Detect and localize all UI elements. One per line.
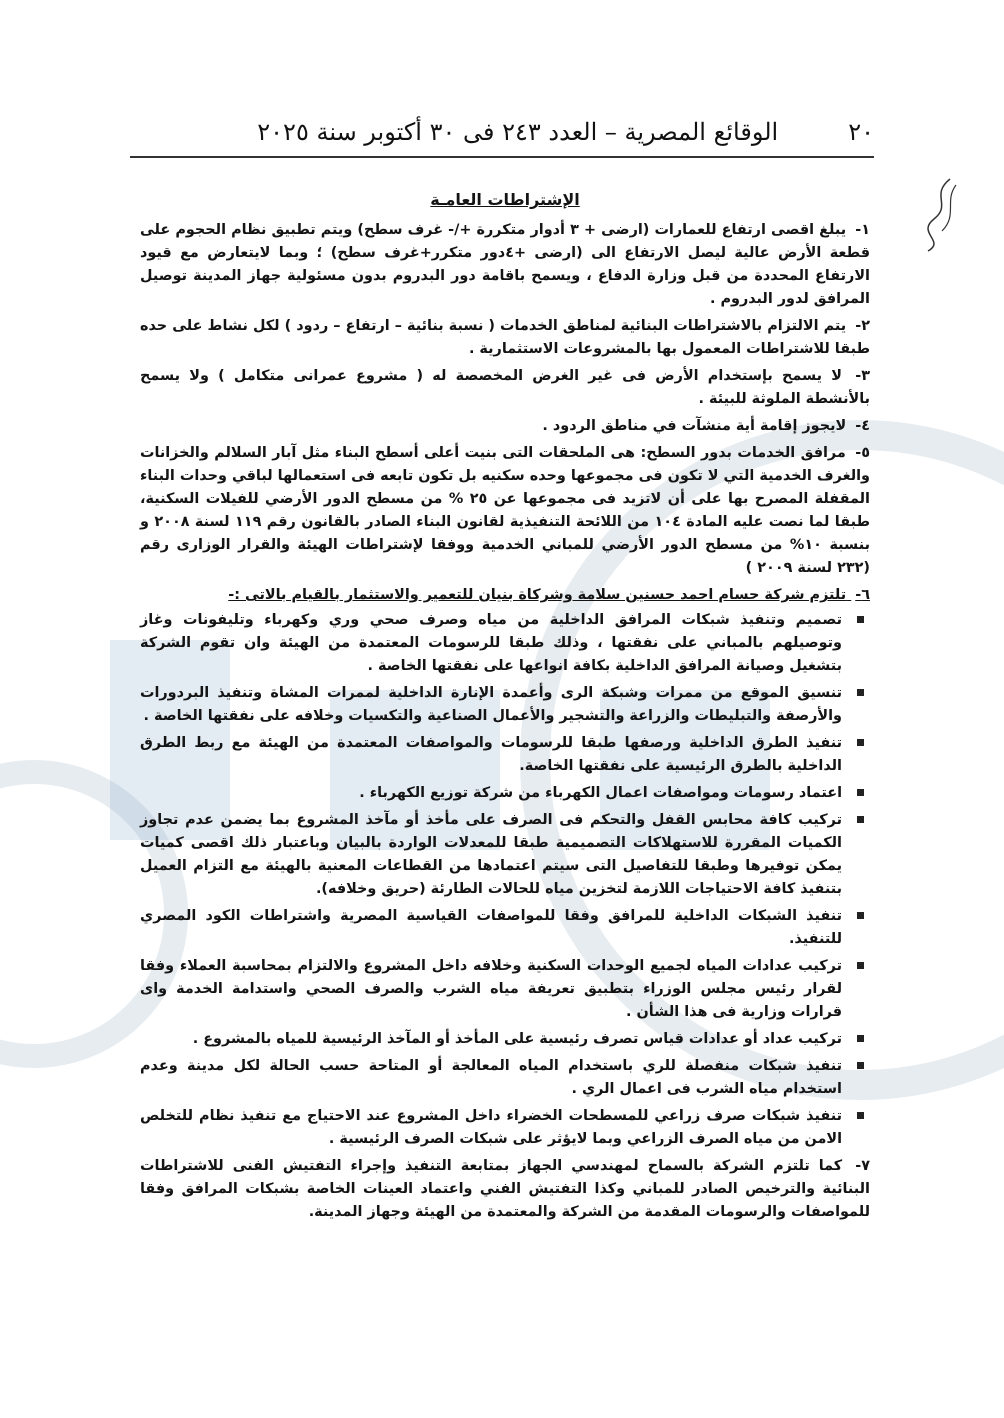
list-item-text: تنسيق الموقع من ممرات وشبكة الرى وأعمدة الإنارة الداخلية لممرات المشاة وتنفيذ البردورات والأرصفة والتبليطات والزراعة والتشجير والأعمال الصناعية والتكسيات وخلافه على نفقتها الخاصة .	[140, 685, 842, 724]
clause-number: ٢-	[855, 318, 870, 334]
square-bullet-icon	[857, 1062, 864, 1069]
document-body	[140, 188, 870, 1228]
list-item	[140, 1105, 864, 1151]
clause-5	[140, 442, 870, 580]
signature-mark	[920, 175, 960, 255]
list-item-text: تركيب عداد أو عدادات قياس تصرف رئيسية على المأخذ أو المآخذ الرئيسية للمياه بالمشروع .	[192, 1031, 842, 1047]
list-item	[140, 1028, 864, 1051]
clause-6-heading	[140, 584, 870, 607]
list-item-text: تنفيذ شبكات منفصلة للري باستخدام المياه المعالجة أو المتاحة حسب الحالة لكل مدينة وعدم استخدام مياه الشرب فى اعمال الري .	[140, 1058, 842, 1097]
clause-2	[140, 315, 870, 361]
list-item-text: تنفيذ الشبكات الداخلية للمرافق وفقا للمواصفات القياسية المصرية واشتراطات الكود المصري للتنفيذ.	[140, 908, 842, 947]
square-bullet-icon	[857, 1112, 864, 1119]
clause-text: لايجوز إقامة أية منشآت في مناطق الردود .	[542, 418, 847, 434]
clause-number: ٤-	[855, 418, 870, 434]
clause-heading-text: تلتزم شركة حسام احمد حسنين سلامة وشركاة بنيان للتعمير والاستثمار بالقيام بالاتى :-	[228, 587, 847, 603]
header-rule	[130, 156, 874, 158]
list-item	[140, 732, 864, 778]
clause-text: يبلغ اقصى ارتفاع للعمارات (ارضى + ٣ أدوار متكررة +/- غرف سطح) ويتم تطبيق نظام الحجوم على قطعة الأرض عالية ليصل الارتفاع الى (ارضى +٤دور متكرر+غرف سطح) ؛ وبما لايتعارض مع قيود الارتفاع المحددة من قبل وزارة الدفاع ، ويسمح باقامة دور البدروم بدون مسئولية جهاز المدينة توصيل المرافق لدور البدروم .	[140, 222, 870, 307]
clause-number: ١-	[855, 222, 871, 238]
clause-number: ٣-	[855, 368, 871, 384]
clause-6-list	[140, 609, 870, 1151]
clause-4	[140, 415, 870, 438]
clause-1	[140, 219, 870, 311]
list-item	[140, 1055, 864, 1101]
list-item-text: اعتماد رسومات ومواصفات اعمال الكهرباء من شركة توزيع الكهرباء .	[359, 785, 842, 801]
clause-7	[140, 1155, 870, 1224]
list-item-text: تنفيذ شبكات صرف زراعي للمسطحات الخضراء داخل المشروع عند الاحتياج مع تنفيذ نظام للتخلص الامن من مياه الصرف الزراعي وبما لايؤثر على شبكات الصرف الرئيسية .	[140, 1108, 842, 1147]
list-item-text: تنفيذ الطرق الداخلية ورصفها طبقا للرسومات والمواصفات المعتمدة من الهيئة مع ربط الطرق الداخلية بالطرق الرئيسية على نفقتها الخاصة.	[140, 735, 842, 774]
square-bullet-icon	[857, 789, 864, 796]
clause-number: ٧-	[855, 1158, 870, 1174]
clause-text: مرافق الخدمات بدور السطح: هى الملحقات التى بنيت أعلى أسطح البناء مثل آبار السلالم والخزانات والغرف الخدمية التي لا تكون فى مجموعها وحده سكنيه بل تكون تابعه فى استعمالها لباقي وحدات البناء المقفلة المصرح بها على أن لاتزيد فى مجموعها عن ٢٥ % من مسطح الدور الأرضي للفيلات السكنية، طبقا لما نصت عليه المادة ١٠٤ من اللائحة التنفيذية لقانون البناء الصادر بالقانون رقم ١١٩ لسنة ٢٠٠٨ و بنسبة ١٠% من مسطح الدور الأرضي للمباني الخدمية ووفقا لإشتراطات الهيئة والقرار الوزارى رقم (٢٣٢ لسنة ٢٠٠٩ )	[140, 445, 871, 576]
square-bullet-icon	[857, 1035, 864, 1042]
clause-number: ٦-	[855, 587, 870, 603]
list-item-text: تصميم وتنفيذ شبكات المرافق الداخلية من مياه وصرف صحي وري وكهرباء وتليفونات وغاز وتوصيلهم بالمباني على نفقتها ، وذلك طبقا للرسومات المعتمدة من الهيئة وان تقوم الشركة بتشغيل وصيانة المرافق الداخلية بكافة انواعها على نفقتها الخاصة .	[140, 612, 842, 674]
list-item-text: تركيب كافة محابس القفل والتحكم فى الصرف على مأخذ أو مآخذ المشروع بما يضمن عدم تجاوز الكميات المقررة للاستهلاكات التصميمية طبقا للمعدلات الواردة بالبيان وباعتبار ذلك اقصى كميات يمكن توفيرها وطبقا للتفاصيل التى سيتم اعتمادها من القطاعات المعنية بالهيئة مع التزام العميل بتنفيذ كافة الاحتياجات اللازمة لتخزين مياه للحالات الطارئة (حريق وخلافه).	[140, 812, 842, 897]
section-title: الإشتراطات العامـة	[430, 190, 580, 209]
list-item	[140, 609, 864, 678]
list-item	[140, 955, 864, 1024]
list-item	[140, 782, 864, 805]
running-title: الوقائع المصرية – العدد ٢٤٣ فى ٣٠ أكتوبر سنة ٢٠٢٥	[257, 118, 779, 146]
clause-text: يتم الالتزام بالاشتراطات البنائية لمناطق الخدمات ( نسبة بنائية – ارتفاع – ردود ) لكل نشاط على حده طبقا للاشتراطات المعمول بها بالمشروعات الاستثمارية .	[140, 318, 870, 357]
page-number: ٢٠	[848, 118, 874, 146]
running-header	[140, 112, 874, 152]
list-item	[140, 905, 864, 951]
list-item	[140, 809, 864, 901]
square-bullet-icon	[857, 689, 864, 696]
square-bullet-icon	[857, 816, 864, 823]
list-item	[140, 682, 864, 728]
square-bullet-icon	[857, 912, 864, 919]
clause-number: ٥-	[855, 445, 871, 461]
square-bullet-icon	[857, 962, 864, 969]
square-bullet-icon	[857, 616, 864, 623]
clause-text: لا يسمح بإستخدام الأرض فى غير الغرض المخصصة له ( مشروع عمرانى متكامل ) ولا يسمح بالأنشطة الملوثة للبيئة .	[140, 368, 870, 407]
clause-3	[140, 365, 870, 411]
square-bullet-icon	[857, 739, 864, 746]
list-item-text: تركيب عدادات المياه لجميع الوحدات السكنية وخلافه داخل المشروع والالتزام بمحاسبة العملاء وفقا لقرار رئيس مجلس الوزراء بتطبيق تعريفة مياه الشرب والصرف الصحي واستدامة الخدمة واى قرارات وزارية فى هذا الشأن .	[140, 958, 842, 1020]
clause-text: كما تلتزم الشركة بالسماح لمهندسي الجهاز بمتابعة التنفيذ وإجراء التفتيش الفنى للاشتراطات البنائية والترخيص الصادر للمباني وكذا التفتيش الفني واعتماد العينات الخاصة بشبكات المرافق وفقا للمواصفات والرسومات المقدمة من الشركة والمعتمدة من الهيئة وجهاز المدينة.	[140, 1158, 870, 1220]
